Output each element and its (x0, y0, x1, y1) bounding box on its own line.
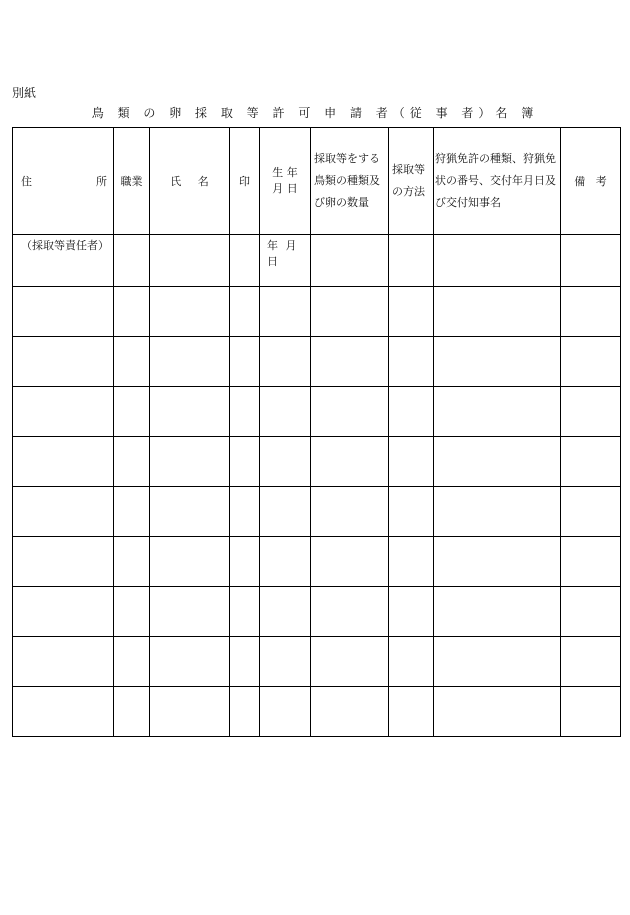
cell-seal[interactable] (230, 537, 260, 587)
cell-species-quantity[interactable] (311, 287, 389, 337)
cell-remarks[interactable] (561, 537, 621, 587)
cell-address[interactable] (13, 487, 114, 537)
cell-remarks[interactable] (561, 387, 621, 437)
cell-address[interactable] (13, 437, 114, 487)
header-remarks: 備 考 (561, 128, 621, 235)
cell-species-quantity[interactable] (311, 235, 389, 287)
cell-name[interactable] (150, 687, 230, 737)
cell-remarks[interactable] (561, 487, 621, 537)
cell-species-quantity[interactable] (311, 637, 389, 687)
cell-seal[interactable] (230, 287, 260, 337)
cell-address[interactable]: （採取等責任者） (13, 235, 114, 287)
cell-seal[interactable] (230, 487, 260, 537)
cell-remarks[interactable] (561, 337, 621, 387)
cell-method[interactable] (389, 487, 434, 537)
cell-species-quantity[interactable] (311, 537, 389, 587)
table-row (13, 687, 621, 737)
cell-seal[interactable] (230, 235, 260, 287)
cell-remarks[interactable] (561, 637, 621, 687)
cell-occupation[interactable] (114, 337, 150, 387)
cell-address[interactable] (13, 587, 114, 637)
table-row (13, 437, 621, 487)
cell-date-of-birth[interactable] (260, 287, 311, 337)
cell-seal[interactable] (230, 387, 260, 437)
cell-occupation[interactable] (114, 287, 150, 337)
table-row (13, 337, 621, 387)
table-row (13, 587, 621, 637)
cell-name[interactable] (150, 587, 230, 637)
cell-seal[interactable] (230, 337, 260, 387)
header-date-of-birth: 生 年 月 日 (260, 128, 311, 235)
cell-method[interactable] (389, 537, 434, 587)
cell-name[interactable] (150, 337, 230, 387)
cell-hunting-license[interactable] (434, 487, 561, 537)
cell-occupation[interactable] (114, 487, 150, 537)
cell-hunting-license[interactable] (434, 637, 561, 687)
cell-date-of-birth[interactable] (260, 637, 311, 687)
header-occupation: 職業 (114, 128, 150, 235)
cell-occupation[interactable] (114, 587, 150, 637)
cell-remarks[interactable] (561, 235, 621, 287)
cell-name[interactable] (150, 235, 230, 287)
attachment-label: 別紙 (12, 86, 37, 100)
cell-species-quantity[interactable] (311, 487, 389, 537)
cell-hunting-license[interactable] (434, 287, 561, 337)
cell-occupation[interactable] (114, 437, 150, 487)
table-row (13, 487, 621, 537)
cell-method[interactable] (389, 387, 434, 437)
cell-species-quantity[interactable] (311, 687, 389, 737)
cell-occupation[interactable] (114, 387, 150, 437)
header-hunting-license: 狩猟免許の種類、狩猟免 状の番号、交付年月日及 び交付知事名 (434, 128, 561, 235)
cell-address[interactable] (13, 337, 114, 387)
cell-occupation[interactable] (114, 637, 150, 687)
cell-hunting-license[interactable] (434, 587, 561, 637)
document-title: 鳥 類 の 卵 採 取 等 許 可 申 請 者（従 事 者）名 簿 (91, 106, 539, 120)
cell-method[interactable] (389, 287, 434, 337)
cell-date-of-birth[interactable] (260, 437, 311, 487)
cell-species-quantity[interactable] (311, 587, 389, 637)
table-row (13, 287, 621, 337)
cell-name[interactable] (150, 437, 230, 487)
cell-date-of-birth[interactable] (260, 587, 311, 637)
cell-date-of-birth[interactable] (260, 687, 311, 737)
header-species-quantity: 採取等をする 鳥類の種類及 び卵の数量 (311, 128, 389, 235)
cell-address[interactable] (13, 387, 114, 437)
table-row (13, 537, 621, 587)
cell-name[interactable] (150, 637, 230, 687)
cell-date-of-birth[interactable] (260, 487, 311, 537)
cell-seal[interactable] (230, 687, 260, 737)
cell-seal[interactable] (230, 437, 260, 487)
cell-hunting-license[interactable] (434, 387, 561, 437)
table-row (13, 637, 621, 687)
cell-occupation[interactable] (114, 687, 150, 737)
cell-species-quantity[interactable] (311, 437, 389, 487)
cell-hunting-license[interactable] (434, 437, 561, 487)
header-name: 氏 名 (150, 128, 230, 235)
cell-date-of-birth[interactable]: 年 月 日 (260, 235, 311, 287)
cell-method[interactable] (389, 687, 434, 737)
header-seal: 印 (230, 128, 260, 235)
cell-hunting-license[interactable] (434, 235, 561, 287)
cell-date-of-birth[interactable] (260, 337, 311, 387)
cell-method[interactable] (389, 437, 434, 487)
table-row-responsible-person (13, 235, 621, 287)
cell-remarks[interactable] (561, 687, 621, 737)
cell-address[interactable] (13, 637, 114, 687)
cell-method[interactable] (389, 337, 434, 387)
cell-seal[interactable] (230, 587, 260, 637)
cell-occupation[interactable] (114, 235, 150, 287)
cell-name[interactable] (150, 287, 230, 337)
cell-method[interactable] (389, 587, 434, 637)
cell-occupation[interactable] (114, 537, 150, 587)
cell-hunting-license[interactable] (434, 537, 561, 587)
cell-remarks[interactable] (561, 437, 621, 487)
cell-hunting-license[interactable] (434, 337, 561, 387)
cell-method[interactable] (389, 637, 434, 687)
cell-name[interactable] (150, 387, 230, 437)
cell-name[interactable] (150, 537, 230, 587)
table-row (13, 387, 621, 437)
cell-method[interactable] (389, 235, 434, 287)
cell-species-quantity[interactable] (311, 337, 389, 387)
cell-address[interactable] (13, 687, 114, 737)
applicant-roster-table (12, 127, 621, 737)
cell-date-of-birth[interactable] (260, 537, 311, 587)
header-method: 採取等 の方法 (389, 128, 434, 235)
cell-hunting-license[interactable] (434, 687, 561, 737)
cell-species-quantity[interactable] (311, 387, 389, 437)
header-address: 住 所 (13, 128, 114, 235)
cell-seal[interactable] (230, 637, 260, 687)
cell-date-of-birth[interactable] (260, 387, 311, 437)
table-header-row (13, 128, 621, 235)
cell-name[interactable] (150, 487, 230, 537)
cell-address[interactable] (13, 537, 114, 587)
cell-address[interactable] (13, 287, 114, 337)
cell-remarks[interactable] (561, 587, 621, 637)
cell-remarks[interactable] (561, 287, 621, 337)
